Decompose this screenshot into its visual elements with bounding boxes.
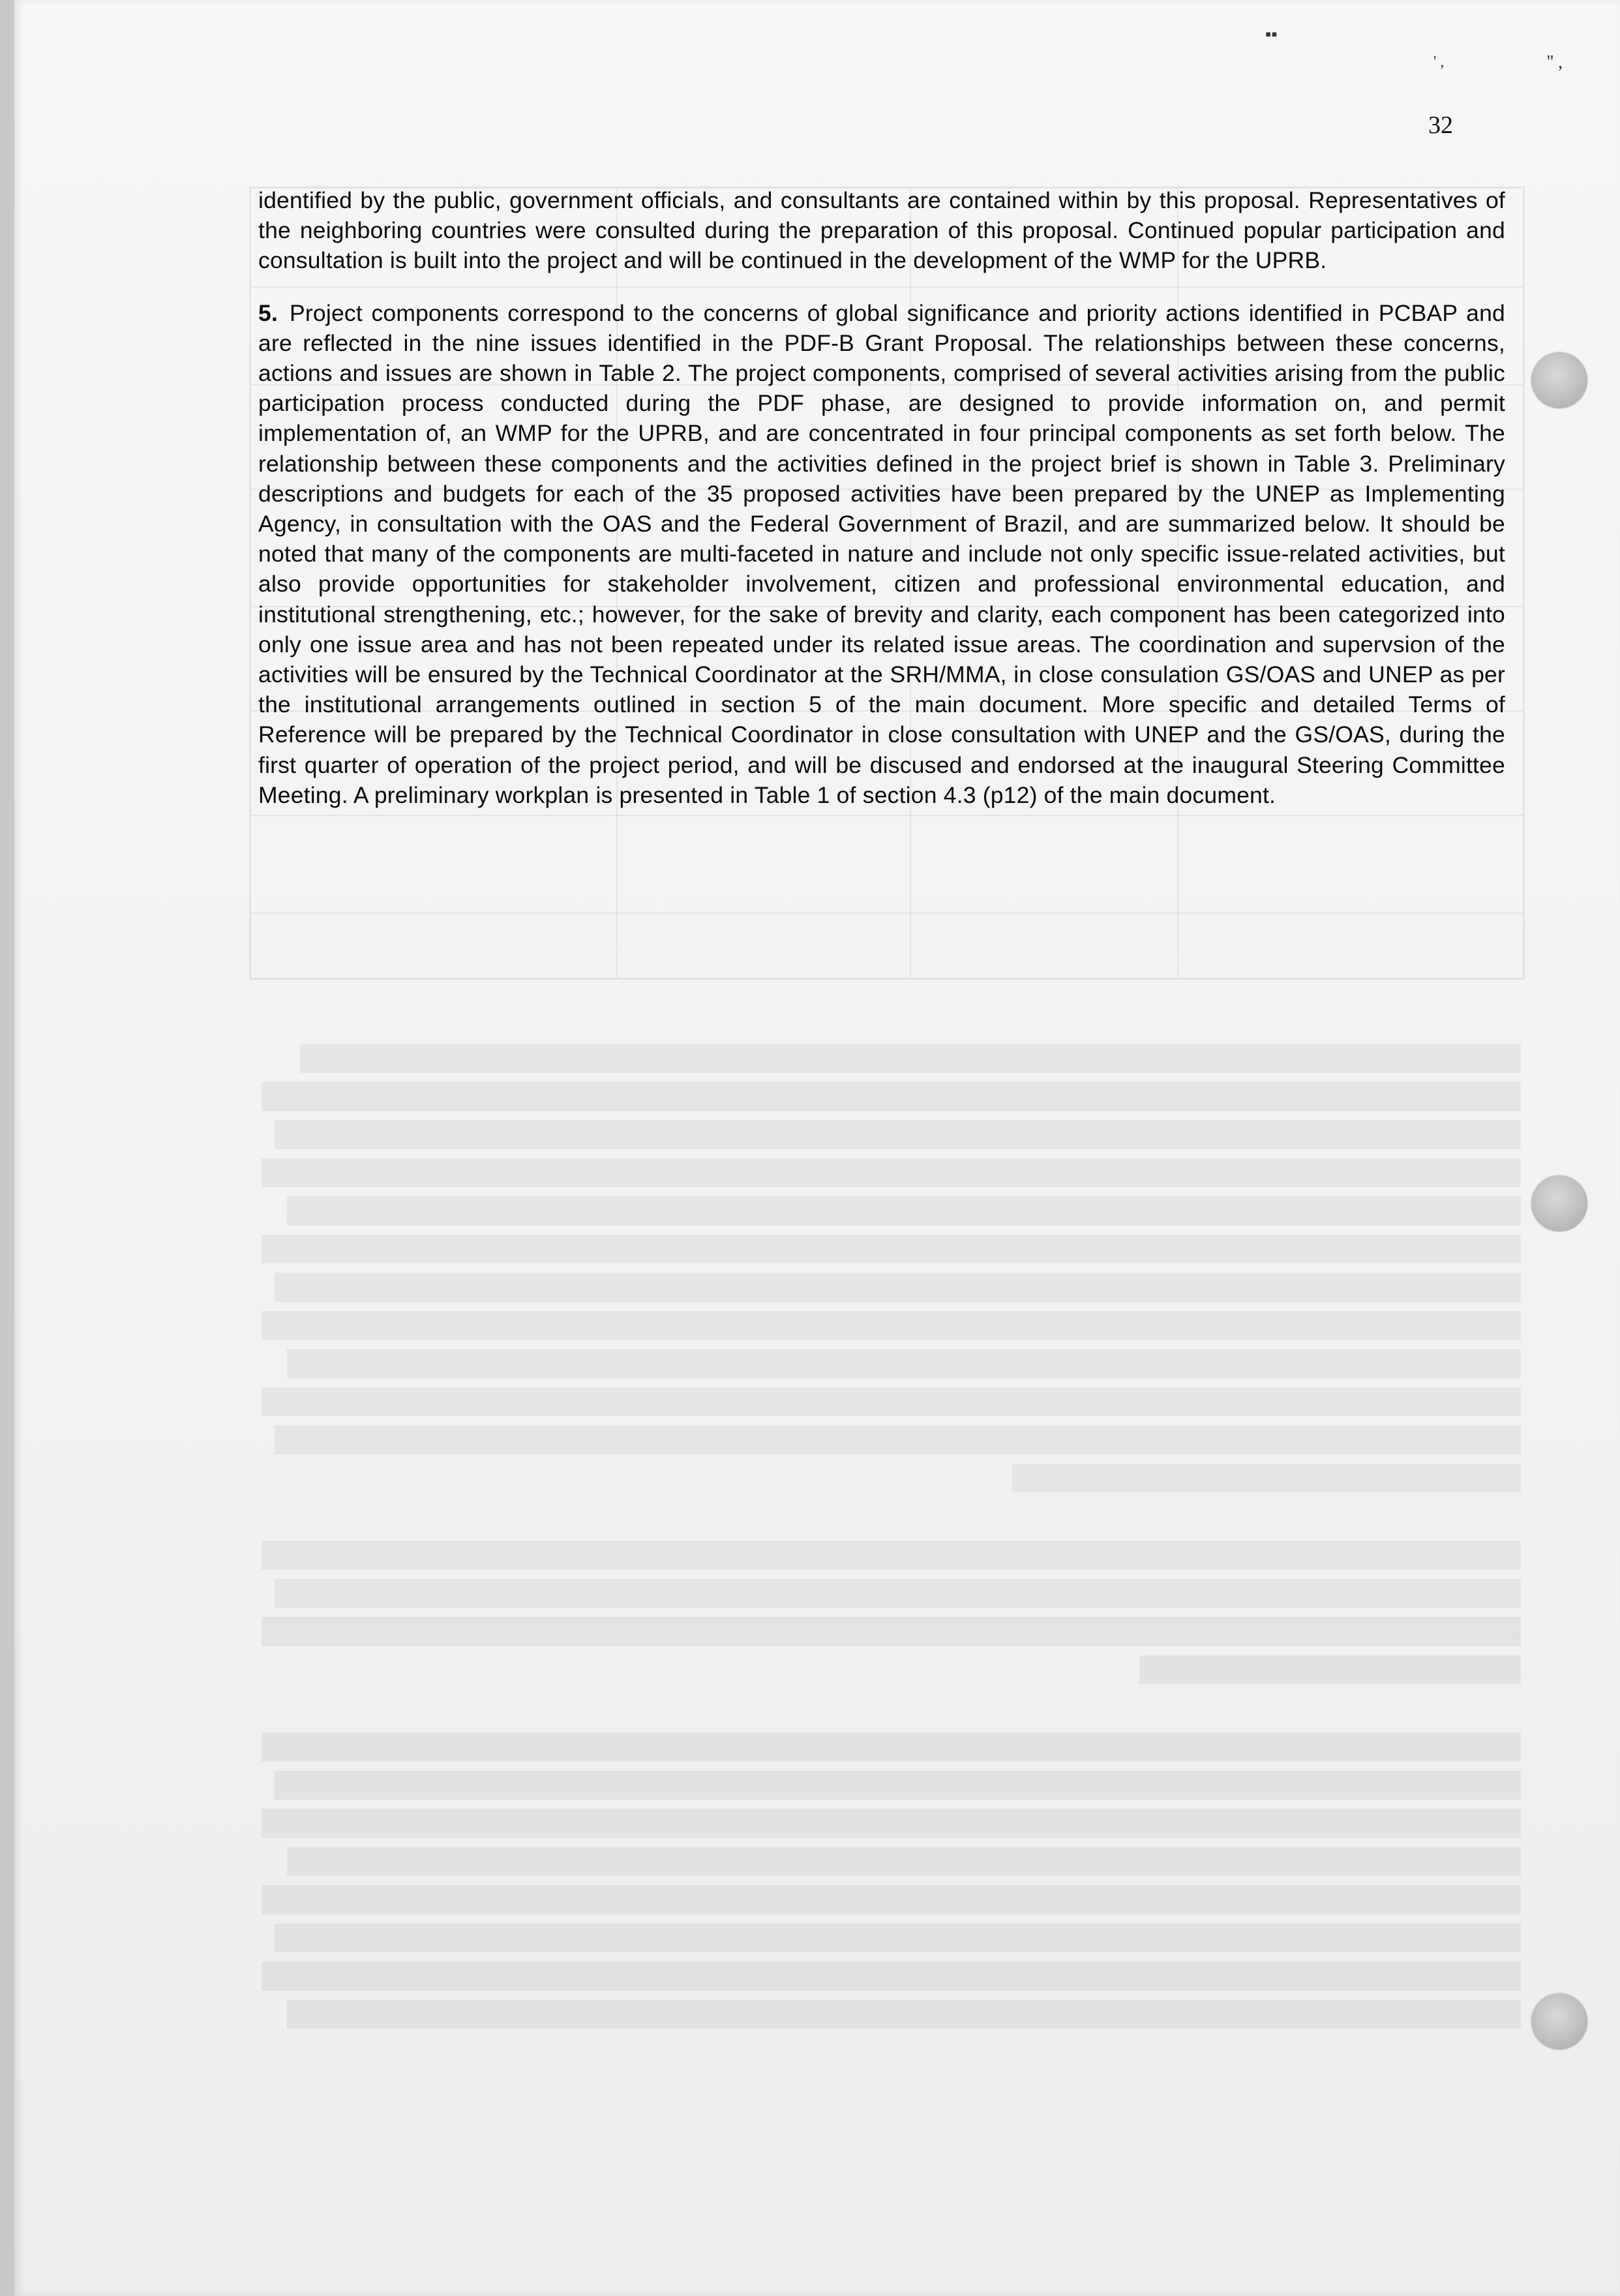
paragraph-text: Project components correspond to the concerns of global significance and priority actions identified in PCBAP and are reflected in the nine issues identified in the PDF-B Grant Proposal. The relationships between these concerns, actions and issues are shown in Table 2. The project components, comprised of several activities arising from the public participation process conducted during the PDF phase, are designed to provide information on, and permit implementation of, an WMP for the UPRB, and are concentrated in four principal components as set forth below. The relationship between these components and the activities defined in the project brief is shown in Table 3. Preliminary descriptions and budgets for each of the 35 proposed activities have been prepared by the UNEP as Implementing Agency, in consultation with the OAS and the Federal Government of Brazil, and are summarized below. It should be noted that many of the components are multi-faceted in nature and include not only specific issue-related activities, but also provide opportunities for stakeholder involvement, citizen and professional environmental education, and institutional strengthening, etc.; however, for the sake of brevity and clarity, each component has been categorized into only one issue area and has not been repeated under its related issue areas. The coordination and supervsion of the activities will be ensured by the Technical Coordinator at the SRH/MMA, in close consulation GS/OAS and UNEP as per the institutional arrangements outlined in section 5 of the main document. More specific and detailed Terms of Reference will be prepared by the Technical Coordinator in close consultation with UNEP and the GS/OAS, during the first quarter of operation of the project period, and will be discused and endorsed at the inaugural Steering Committee Meeting. A preliminary workplan is presented in Table 1 of section 4.3 (p12) of the main document. <box>258 299 1505 808</box>
paragraph-continued <box>258 185 1505 276</box>
scan-speck: '' , <box>1547 52 1563 72</box>
show-through-text <box>249 1044 1521 2038</box>
body-text <box>258 185 1505 832</box>
paragraph-text: identified by the public, government officials, and consultants are contained within by this proposal. Representatives of the neighboring countries were consulted during the preparation of this proposal. Continued popular participation and consultation is built into the project and will be continued in the development of the WMP for the UPRB. <box>258 187 1505 274</box>
punch-hole <box>1531 352 1587 408</box>
scan-speck: ▪▪ <box>1265 25 1278 44</box>
scan-speck: ' , <box>1433 53 1445 70</box>
paragraph-number: 5. <box>258 299 278 326</box>
punch-hole <box>1531 1993 1587 2049</box>
paragraph-5 <box>258 298 1505 810</box>
page-number: 32 <box>1428 112 1453 139</box>
document-page <box>14 0 1620 2296</box>
punch-hole <box>1531 1175 1587 1231</box>
